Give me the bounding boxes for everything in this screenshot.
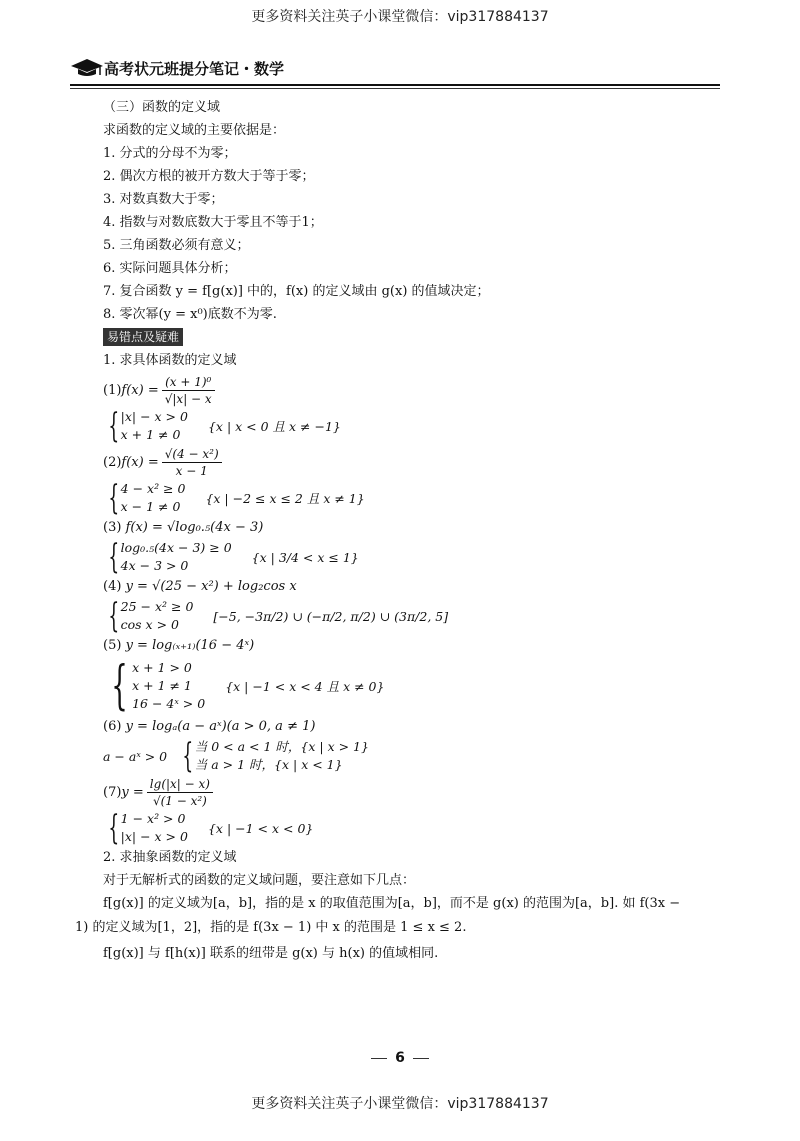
example-6-solution bbox=[103, 738, 723, 774]
running-header bbox=[70, 56, 720, 84]
fraction bbox=[162, 374, 215, 407]
example-label: (6) bbox=[103, 719, 122, 734]
condition-system bbox=[103, 598, 193, 634]
dash-right bbox=[413, 1058, 429, 1059]
numerator: √(4 − x²) bbox=[162, 446, 222, 463]
brace-icon: { bbox=[108, 478, 120, 518]
example-label: (3) bbox=[103, 520, 122, 535]
example-2-solution bbox=[103, 480, 723, 516]
page-number bbox=[0, 1050, 800, 1066]
brace-icon: { bbox=[182, 736, 194, 776]
example-6-function bbox=[103, 715, 723, 738]
rule-item: 4. 指数与对数底数大于零且不等于1； bbox=[103, 215, 323, 230]
paragraph: f[g(x)] 与 f[h(x)] 联系的纽带是 g(x) 与 h(x) 的值域相同. bbox=[103, 946, 439, 961]
rule-item: 7. 复合函数 y = f[g(x)] 中的，f(x) 的定义域由 g(x) 的值域决定； bbox=[103, 284, 490, 299]
condition: 4 − x² ≥ 0 bbox=[120, 481, 186, 496]
example-7-solution bbox=[103, 810, 723, 846]
example-label: (5) bbox=[103, 638, 122, 653]
function-lhs: y = log₍ₓ₊₁₎(16 − 4ˣ) bbox=[125, 638, 255, 653]
header-rule bbox=[70, 84, 720, 86]
brace-icon: { bbox=[108, 537, 120, 577]
example-label: (4) bbox=[103, 579, 122, 594]
function-lhs: y = √(25 − x²) + log₂cos x bbox=[125, 579, 297, 594]
brace-icon: { bbox=[108, 808, 120, 848]
function-lhs: f(x) = bbox=[121, 382, 159, 398]
condition-system bbox=[103, 539, 232, 575]
condition: x + 1 ≠ 0 bbox=[120, 427, 181, 442]
example-4-solution bbox=[103, 598, 723, 634]
condition: 1 − x² > 0 bbox=[120, 811, 186, 826]
header-rule-thin bbox=[70, 88, 720, 89]
numerator: lg(|x| − x) bbox=[147, 776, 213, 793]
fraction bbox=[147, 776, 213, 809]
condition: 25 − x² ≥ 0 bbox=[120, 599, 194, 614]
condition: 当 a > 1 时，{x | x < 1} bbox=[194, 757, 343, 772]
condition: cos x > 0 bbox=[120, 617, 179, 632]
condition-system bbox=[103, 810, 188, 846]
rule-item: 3. 对数真数大于零； bbox=[103, 192, 224, 207]
highlight-label: 易错点及疑难 bbox=[103, 328, 183, 346]
lead-condition: a − aˣ > 0 bbox=[103, 748, 168, 764]
condition: 当 0 < a < 1 时，{x | x > 1} bbox=[194, 739, 369, 754]
header-title: 高考状元班提分笔记・数学 bbox=[104, 60, 285, 78]
function-lhs: f(x) = bbox=[121, 454, 159, 470]
brace-icon: { bbox=[111, 656, 128, 716]
denominator: √|x| − x bbox=[164, 391, 212, 406]
page-content bbox=[75, 96, 723, 966]
solution-set: {x | −1 < x < 4 且 x ≠ 0} bbox=[225, 678, 385, 694]
paragraph: f[g(x)] 的定义域为[a，b]，指的是 x 的取值范围为[a，b]，而不是 g(x) 的范围为[a，b]. 如 f(3x − 1) 的定义域为[1，2]，指的是 f(3x − 1) 中 x 的范围是 1 ≤ x ≤ 2. bbox=[75, 896, 681, 935]
brace-icon: { bbox=[108, 406, 120, 446]
solution-set: {x | −2 ≤ x ≤ 2 且 x ≠ 1} bbox=[205, 490, 365, 506]
denominator: √(1 − x²) bbox=[152, 793, 207, 808]
solution-set: {x | −1 < x < 0} bbox=[207, 820, 314, 836]
condition-system bbox=[177, 738, 369, 774]
example-3-function bbox=[103, 516, 723, 539]
condition-system bbox=[103, 656, 206, 716]
condition: log₀.₅(4x − 3) ≥ 0 bbox=[120, 540, 232, 555]
subsection-title: 1. 求具体函数的定义域 bbox=[103, 353, 237, 368]
example-7-function bbox=[103, 774, 723, 810]
solution-set: {x | x < 0 且 x ≠ −1} bbox=[207, 418, 341, 434]
graduation-cap-icon bbox=[70, 58, 104, 78]
rule-item: 6. 实际问题具体分析； bbox=[103, 261, 237, 276]
condition-system bbox=[103, 480, 185, 516]
denominator: x − 1 bbox=[175, 463, 208, 478]
condition: |x| − x > 0 bbox=[120, 409, 188, 424]
example-5-function bbox=[103, 634, 723, 657]
rule-item: 1. 分式的分母不为零； bbox=[103, 146, 237, 161]
function-lhs: y = logₐ(a − aˣ)(a > 0, a ≠ 1) bbox=[125, 719, 316, 734]
condition: x + 1 > 0 bbox=[132, 660, 192, 675]
example-5-solution bbox=[103, 657, 723, 715]
example-3-solution bbox=[103, 539, 723, 575]
subsection-intro: 对于无解析式的函数的定义域问题，要注意如下几点： bbox=[103, 873, 416, 888]
rule-item: 5. 三角函数必须有意义； bbox=[103, 238, 250, 253]
example-1-solution bbox=[103, 408, 723, 444]
page-number-text: 6 bbox=[395, 1050, 405, 1066]
function-lhs: f(x) = √log₀.₅(4x − 3) bbox=[125, 520, 264, 535]
example-1-function bbox=[103, 372, 723, 408]
numerator: (x + 1)⁰ bbox=[162, 374, 215, 391]
top-watermark: 更多资料关注英子小课堂微信：vip317884137 bbox=[251, 9, 549, 25]
section-intro: 求函数的定义域的主要依据是： bbox=[103, 123, 286, 138]
dash-left bbox=[371, 1058, 387, 1059]
condition: x − 1 ≠ 0 bbox=[120, 499, 181, 514]
example-label: (2) bbox=[103, 454, 122, 470]
condition: |x| − x > 0 bbox=[120, 829, 188, 844]
solution-set: [−5, −3π/2) ∪ (−π/2, π/2) ∪ (3π/2, 5] bbox=[213, 608, 449, 624]
section-title: （三）函数的定义域 bbox=[103, 100, 221, 115]
solution-set: {x | 3/4 < x ≤ 1} bbox=[251, 549, 359, 565]
subsection-title: 2. 求抽象函数的定义域 bbox=[103, 850, 237, 865]
fraction bbox=[162, 446, 222, 479]
example-label: (7) bbox=[103, 784, 122, 800]
condition: 4x − 3 > 0 bbox=[120, 558, 189, 573]
function-lhs: y = bbox=[121, 784, 144, 800]
example-4-function bbox=[103, 575, 723, 598]
example-label: (1) bbox=[103, 382, 122, 398]
rule-item: 8. 零次幂(y = x⁰)底数不为零. bbox=[103, 307, 277, 322]
condition: 16 − 4ˣ > 0 bbox=[132, 696, 206, 711]
condition-system bbox=[103, 408, 188, 444]
condition: x + 1 ≠ 1 bbox=[132, 678, 192, 693]
bottom-watermark: 更多资料关注英子小课堂微信：vip317884137 bbox=[251, 1096, 549, 1112]
highlight-heading bbox=[103, 326, 723, 349]
brace-icon: { bbox=[108, 596, 120, 636]
rule-item: 2. 偶次方根的被开方数大于等于零； bbox=[103, 169, 315, 184]
example-2-function bbox=[103, 444, 723, 480]
